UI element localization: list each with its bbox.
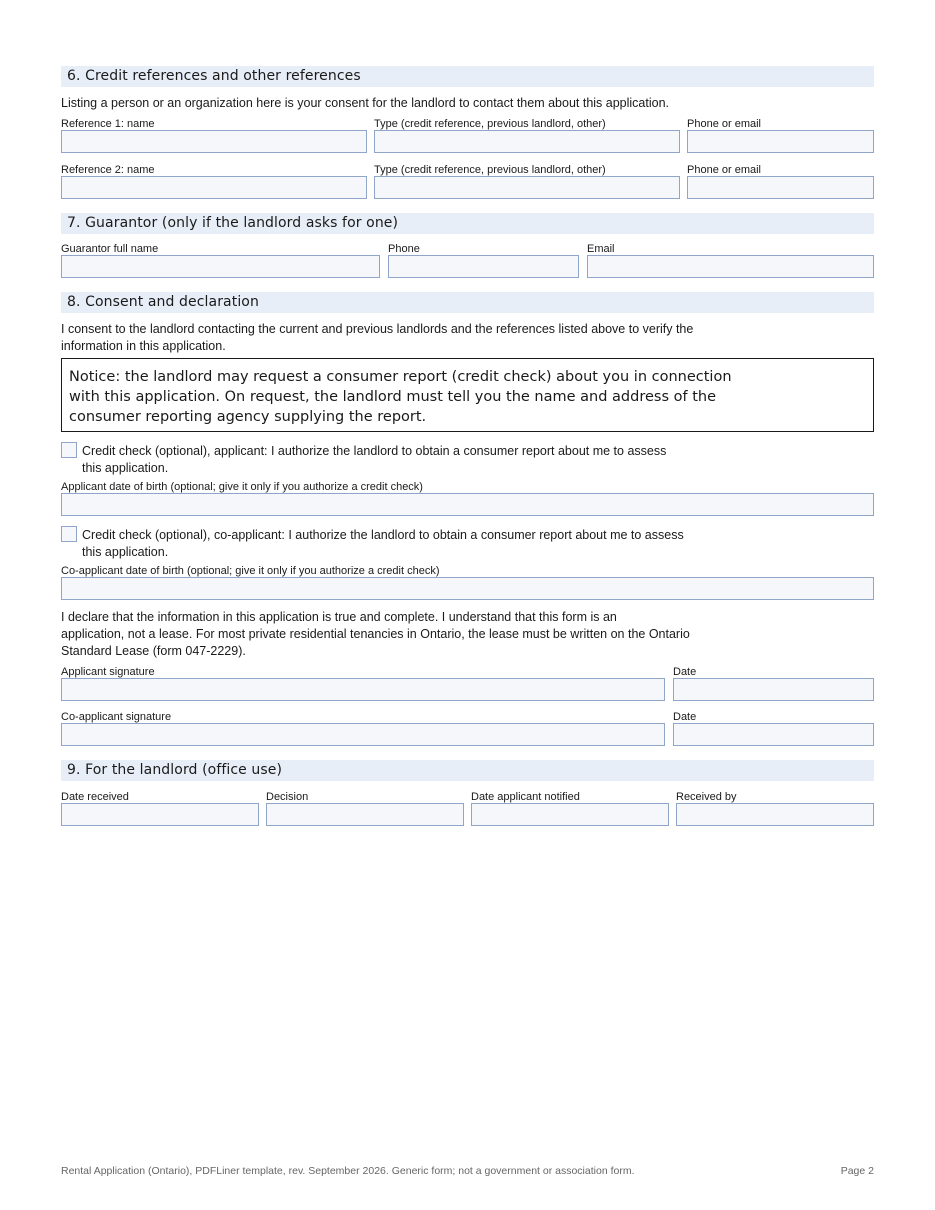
guarantor-phone-field[interactable] <box>388 255 579 278</box>
guarantor-email-label: Email <box>587 243 615 255</box>
section-7-header: 7. Guarantor (only if the landlord asks for one) <box>61 213 874 234</box>
guarantor-name-label: Guarantor full name <box>61 243 159 255</box>
applicant-signature-field[interactable] <box>61 678 665 701</box>
chk1-line-2: this application. <box>82 461 169 475</box>
guarantor-name-field[interactable] <box>61 255 380 278</box>
date-received-field[interactable] <box>61 803 259 826</box>
decision-field[interactable] <box>266 803 464 826</box>
consent-text <box>61 321 693 355</box>
ref1-contact-field[interactable] <box>687 130 874 153</box>
guarantor-phone-label: Phone <box>388 243 420 255</box>
ref2-type-field[interactable] <box>374 176 680 199</box>
ref1-name-field[interactable] <box>61 130 367 153</box>
received-by-label: Received by <box>676 791 737 803</box>
ref1-name-label: Reference 1: name <box>61 118 155 130</box>
ref1-type-field[interactable] <box>374 130 680 153</box>
applicant-signature-label: Applicant signature <box>61 666 155 678</box>
applicant-credit-check-text <box>82 443 666 477</box>
footer-text: Rental Application (Ontario), PDFLiner template, rev. September 2026. Generic form; not a government or association form. <box>61 1165 635 1177</box>
declaration-line-2: application, not a lease. For most private residential tenancies in Ontario, the lease must be written on the Ontario <box>61 627 690 641</box>
section-9-header: 9. For the landlord (office use) <box>61 760 874 781</box>
decision-label: Decision <box>266 791 309 803</box>
coapplicant-signature-field[interactable] <box>61 723 665 746</box>
chk1-line-1: Credit check (optional), applicant: I authorize the landlord to obtain a consumer report about me to assess <box>82 444 667 458</box>
coapplicant-dob-label: Co-applicant date of birth (optional; give it only if you authorize a credit check) <box>61 565 440 577</box>
consent-line-1: I consent to the landlord contacting the current and previous landlords and the references listed above to verify the <box>61 322 694 336</box>
credit-check-notice <box>61 358 874 432</box>
applicant-date-label: Date <box>673 666 697 678</box>
ref1-type-label: Type (credit reference, previous landlord, other) <box>374 118 606 130</box>
ref2-contact-label: Phone or email <box>687 164 761 176</box>
applicant-dob-label: Applicant date of birth (optional; give it only if you authorize a credit check) <box>61 481 423 493</box>
consent-line-2: information in this application. <box>61 339 226 353</box>
notice-line-3: consumer reporting agency supplying the report. <box>69 409 427 425</box>
date-notified-field[interactable] <box>471 803 669 826</box>
declaration-line-1: I declare that the information in this application is true and complete. I understand that this form is an <box>61 610 617 624</box>
date-notified-label: Date applicant notified <box>471 791 580 803</box>
ref1-contact-label: Phone or email <box>687 118 761 130</box>
ref2-name-field[interactable] <box>61 176 367 199</box>
section-6-intro: Listing a person or an organization here is your consent for the landlord to contact them about this application. <box>61 96 670 110</box>
guarantor-email-field[interactable] <box>587 255 874 278</box>
coapplicant-credit-check-text <box>82 527 684 561</box>
coapplicant-date-field[interactable] <box>673 723 874 746</box>
date-received-label: Date received <box>61 791 129 803</box>
notice-line-1: Notice: the landlord may request a consumer report (credit check) about you in connection <box>69 369 732 385</box>
chk2-line-2: this application. <box>82 545 169 559</box>
coapplicant-credit-check-checkbox[interactable] <box>61 526 77 542</box>
coapplicant-dob-field[interactable] <box>61 577 874 600</box>
ref2-contact-field[interactable] <box>687 176 874 199</box>
chk2-line-1: Credit check (optional), co-applicant: I authorize the landlord to obtain a consumer report about me to assess <box>82 528 684 542</box>
coapplicant-date-label: Date <box>673 711 697 723</box>
page-number: Page 2 <box>840 1165 874 1177</box>
coapplicant-signature-label: Co-applicant signature <box>61 711 172 723</box>
applicant-dob-field[interactable] <box>61 493 874 516</box>
section-6-header: 6. Credit references and other references <box>61 66 874 87</box>
declaration-line-3: Standard Lease (form 047-2229). <box>61 644 246 658</box>
applicant-date-field[interactable] <box>673 678 874 701</box>
applicant-credit-check-checkbox[interactable] <box>61 442 77 458</box>
ref2-name-label: Reference 2: name <box>61 164 155 176</box>
notice-line-2: with this application. On request, the landlord must tell you the name and address of the <box>69 389 716 405</box>
ref2-type-label: Type (credit reference, previous landlord, other) <box>374 164 606 176</box>
section-8-header: 8. Consent and declaration <box>61 292 874 313</box>
received-by-field[interactable] <box>676 803 874 826</box>
declaration-text <box>61 609 690 660</box>
